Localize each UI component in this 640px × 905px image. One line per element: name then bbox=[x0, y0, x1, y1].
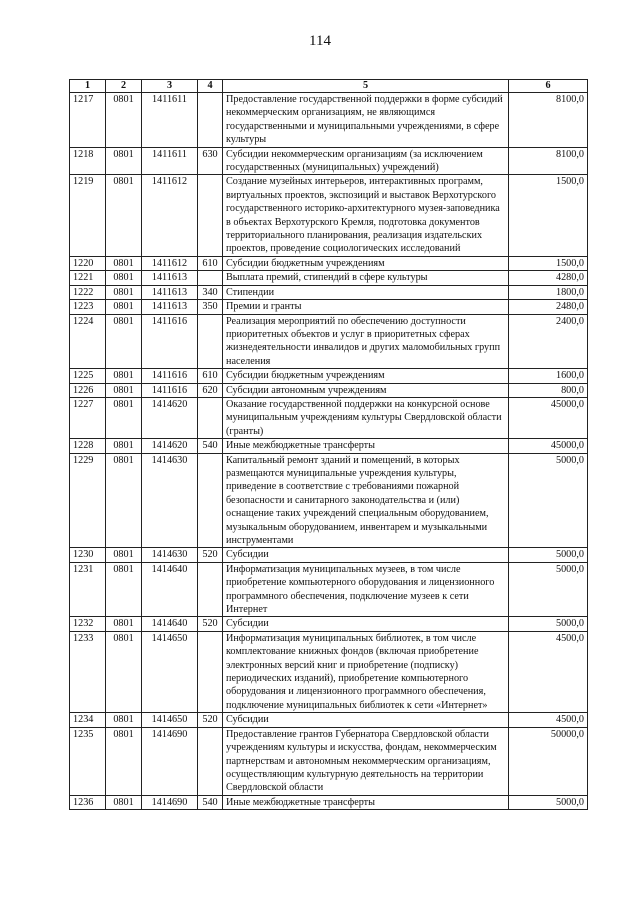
section-code: 0801 bbox=[106, 300, 142, 314]
amount: 5000,0 bbox=[509, 795, 588, 809]
section-code: 0801 bbox=[106, 285, 142, 299]
item-name: Субсидии некоммерческим организациям (за исключением государственных (муниципальных) учреждений) bbox=[223, 147, 509, 175]
target-article-code: 1411613 bbox=[142, 300, 198, 314]
expense-type-code: 610 bbox=[198, 256, 223, 270]
item-name: Предоставление государственной поддержки в форме субсидий некоммерческим организациям, не являющимся государственными и муниципальными учреждениями, в сфере культуры bbox=[223, 93, 509, 148]
amount: 5000,0 bbox=[509, 548, 588, 562]
target-article-code: 1411616 bbox=[142, 314, 198, 369]
amount: 50000,0 bbox=[509, 727, 588, 795]
row-number: 1236 bbox=[70, 795, 106, 809]
table-row bbox=[70, 256, 588, 270]
expense-type-code: 520 bbox=[198, 617, 223, 631]
target-article-code: 1414650 bbox=[142, 713, 198, 727]
table-row bbox=[70, 271, 588, 285]
row-number: 1223 bbox=[70, 300, 106, 314]
row-number: 1217 bbox=[70, 93, 106, 148]
row-number: 1220 bbox=[70, 256, 106, 270]
column-header: 4 bbox=[198, 80, 223, 93]
amount: 5000,0 bbox=[509, 617, 588, 631]
section-code: 0801 bbox=[106, 271, 142, 285]
row-number: 1234 bbox=[70, 713, 106, 727]
amount: 1600,0 bbox=[509, 369, 588, 383]
expense-type-code: 350 bbox=[198, 300, 223, 314]
target-article-code: 1414620 bbox=[142, 397, 198, 438]
amount: 8100,0 bbox=[509, 93, 588, 148]
expense-type-code bbox=[198, 93, 223, 148]
column-header: 1 bbox=[70, 80, 106, 93]
section-code: 0801 bbox=[106, 256, 142, 270]
item-name: Выплата премий, стипендий в сфере культуры bbox=[223, 271, 509, 285]
row-number: 1230 bbox=[70, 548, 106, 562]
table-body bbox=[70, 93, 588, 810]
amount: 4500,0 bbox=[509, 713, 588, 727]
column-header: 5 bbox=[223, 80, 509, 93]
section-code: 0801 bbox=[106, 397, 142, 438]
section-code: 0801 bbox=[106, 147, 142, 175]
amount: 1500,0 bbox=[509, 256, 588, 270]
target-article-code: 1411612 bbox=[142, 175, 198, 256]
section-code: 0801 bbox=[106, 93, 142, 148]
table-row bbox=[70, 300, 588, 314]
expense-type-code: 630 bbox=[198, 147, 223, 175]
expense-type-code: 540 bbox=[198, 795, 223, 809]
target-article-code: 1411613 bbox=[142, 271, 198, 285]
expense-type-code bbox=[198, 175, 223, 256]
expense-type-code: 610 bbox=[198, 369, 223, 383]
table-row bbox=[70, 439, 588, 453]
row-number: 1233 bbox=[70, 631, 106, 712]
table-row bbox=[70, 795, 588, 809]
section-code: 0801 bbox=[106, 713, 142, 727]
amount: 2400,0 bbox=[509, 314, 588, 369]
section-code: 0801 bbox=[106, 369, 142, 383]
section-code: 0801 bbox=[106, 314, 142, 369]
expense-type-code: 540 bbox=[198, 439, 223, 453]
section-code: 0801 bbox=[106, 439, 142, 453]
table-header-row bbox=[70, 80, 588, 93]
section-code: 0801 bbox=[106, 383, 142, 397]
target-article-code: 1414690 bbox=[142, 795, 198, 809]
row-number: 1222 bbox=[70, 285, 106, 299]
row-number: 1226 bbox=[70, 383, 106, 397]
table-row bbox=[70, 727, 588, 795]
expense-type-code bbox=[198, 271, 223, 285]
target-article-code: 1411616 bbox=[142, 369, 198, 383]
amount: 45000,0 bbox=[509, 397, 588, 438]
expense-type-code: 620 bbox=[198, 383, 223, 397]
item-name: Предоставление грантов Губернатора Свердловской области учреждениям культуры и искусства, фондам, некоммерческим партнерствам и автономным некоммерческим организациям, осуществляющим культурную деятельность на территории Свердловской области bbox=[223, 727, 509, 795]
section-code: 0801 bbox=[106, 631, 142, 712]
expense-type-code bbox=[198, 727, 223, 795]
expense-type-code bbox=[198, 562, 223, 617]
item-name: Реализация мероприятий по обеспечению доступности приоритетных объектов и услуг в приоритетных сферах жизнедеятельности инвалидов и других маломобильных групп населения bbox=[223, 314, 509, 369]
amount: 800,0 bbox=[509, 383, 588, 397]
table-row bbox=[70, 397, 588, 438]
amount: 4280,0 bbox=[509, 271, 588, 285]
item-name: Субсидии bbox=[223, 713, 509, 727]
expense-type-code bbox=[198, 631, 223, 712]
budget-table bbox=[69, 79, 588, 810]
item-name: Субсидии бюджетным учреждениям bbox=[223, 369, 509, 383]
item-name: Иные межбюджетные трансферты bbox=[223, 795, 509, 809]
target-article-code: 1411616 bbox=[142, 383, 198, 397]
section-code: 0801 bbox=[106, 453, 142, 548]
row-number: 1227 bbox=[70, 397, 106, 438]
table-row bbox=[70, 369, 588, 383]
column-header: 2 bbox=[106, 80, 142, 93]
item-name: Создание музейных интерьеров, интерактивных программ, виртуальных проектов, экспозиций и выставок Верхотурского государственного историко-архитектурного музея-заповедника в объектах Верхотурского Кремля, подготовка документов территориального планирования, реализация издательских проектов, проведение социологических исследований bbox=[223, 175, 509, 256]
table-row bbox=[70, 713, 588, 727]
target-article-code: 1414650 bbox=[142, 631, 198, 712]
row-number: 1219 bbox=[70, 175, 106, 256]
item-name: Субсидии бюджетным учреждениям bbox=[223, 256, 509, 270]
section-code: 0801 bbox=[106, 795, 142, 809]
section-code: 0801 bbox=[106, 617, 142, 631]
item-name: Субсидии автономным учреждениям bbox=[223, 383, 509, 397]
target-article-code: 1411613 bbox=[142, 285, 198, 299]
section-code: 0801 bbox=[106, 175, 142, 256]
target-article-code: 1414690 bbox=[142, 727, 198, 795]
expense-type-code bbox=[198, 397, 223, 438]
item-name: Субсидии bbox=[223, 617, 509, 631]
item-name: Оказание государственной поддержки на конкурсной основе муниципальным учреждениям культуры Свердловской области (гранты) bbox=[223, 397, 509, 438]
row-number: 1228 bbox=[70, 439, 106, 453]
expense-type-code: 520 bbox=[198, 548, 223, 562]
expense-type-code: 520 bbox=[198, 713, 223, 727]
target-article-code: 1414640 bbox=[142, 617, 198, 631]
target-article-code: 1411611 bbox=[142, 93, 198, 148]
table-row bbox=[70, 562, 588, 617]
amount: 45000,0 bbox=[509, 439, 588, 453]
row-number: 1221 bbox=[70, 271, 106, 285]
table-row bbox=[70, 617, 588, 631]
item-name: Иные межбюджетные трансферты bbox=[223, 439, 509, 453]
row-number: 1229 bbox=[70, 453, 106, 548]
section-code: 0801 bbox=[106, 727, 142, 795]
row-number: 1225 bbox=[70, 369, 106, 383]
item-name: Премии и гранты bbox=[223, 300, 509, 314]
target-article-code: 1414630 bbox=[142, 548, 198, 562]
row-number: 1224 bbox=[70, 314, 106, 369]
item-name: Информатизация муниципальных музеев, в том числе приобретение компьютерного оборудования и лицензионного программного обеспечения, подключение музеев к сети Интернет bbox=[223, 562, 509, 617]
table-row bbox=[70, 631, 588, 712]
target-article-code: 1414620 bbox=[142, 439, 198, 453]
row-number: 1231 bbox=[70, 562, 106, 617]
expense-type-code bbox=[198, 453, 223, 548]
item-name: Капитальный ремонт зданий и помещений, в которых размещаются муниципальные учреждения культуры, приведение в соответствие с требованиями пожарной безопасности и санитарного законодательства и (или) оснащение таких учреждений специальным оборудованием, музыкальным оборудованием, инвентарем и музыкальными инструментами bbox=[223, 453, 509, 548]
page-number: 114 bbox=[309, 33, 331, 49]
item-name: Стипендии bbox=[223, 285, 509, 299]
column-header: 6 bbox=[509, 80, 588, 93]
column-header: 3 bbox=[142, 80, 198, 93]
target-article-code: 1414640 bbox=[142, 562, 198, 617]
table-row bbox=[70, 93, 588, 148]
section-code: 0801 bbox=[106, 562, 142, 617]
item-name: Информатизация муниципальных библиотек, в том числе комплектование книжных фондов (включая приобретение электронных версий книг и приобретение (подписку) периодических изданий), приобретение компьютерного оборудования и лицензионного программного обеспечения, подключение муниципальных библиотек к сети «Интернет» bbox=[223, 631, 509, 712]
amount: 4500,0 bbox=[509, 631, 588, 712]
target-article-code: 1411612 bbox=[142, 256, 198, 270]
expense-type-code bbox=[198, 314, 223, 369]
target-article-code: 1414630 bbox=[142, 453, 198, 548]
row-number: 1235 bbox=[70, 727, 106, 795]
row-number: 1218 bbox=[70, 147, 106, 175]
section-code: 0801 bbox=[106, 548, 142, 562]
amount: 2480,0 bbox=[509, 300, 588, 314]
amount: 5000,0 bbox=[509, 562, 588, 617]
amount: 1800,0 bbox=[509, 285, 588, 299]
table-row bbox=[70, 285, 588, 299]
expense-type-code: 340 bbox=[198, 285, 223, 299]
table-row bbox=[70, 314, 588, 369]
table-row bbox=[70, 548, 588, 562]
amount: 5000,0 bbox=[509, 453, 588, 548]
table-row bbox=[70, 453, 588, 548]
row-number: 1232 bbox=[70, 617, 106, 631]
table-row bbox=[70, 147, 588, 175]
amount: 1500,0 bbox=[509, 175, 588, 256]
target-article-code: 1411611 bbox=[142, 147, 198, 175]
table-row bbox=[70, 383, 588, 397]
amount: 8100,0 bbox=[509, 147, 588, 175]
table-row bbox=[70, 175, 588, 256]
item-name: Субсидии bbox=[223, 548, 509, 562]
